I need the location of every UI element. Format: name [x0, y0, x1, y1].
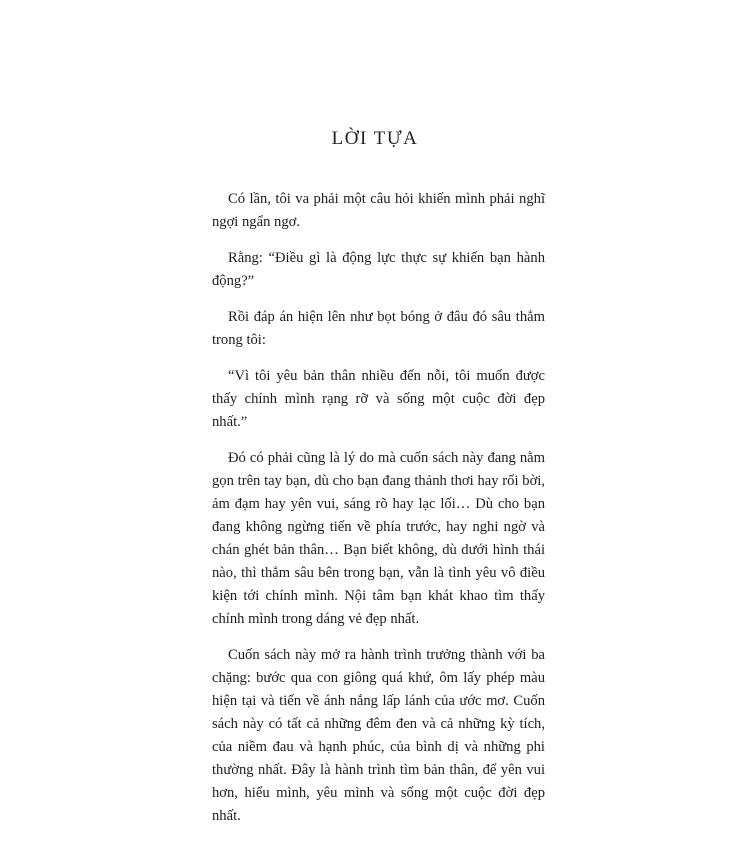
- paragraph-2: Rằng: “Điều gì là động lực thực sự khiến bạn hành động?”: [212, 250, 545, 289]
- paragraph-6: Cuốn sách này mở ra hành trình trưởng thành với ba chặng: bước qua con giông quá khứ, ôm lấy phép màu hiện tại và tiến về ánh nắng lấp lánh của ước mơ. Cuốn sách này có tất cả những đêm đen và cả những kỳ tích, của niềm đau và hạnh phúc, của bình dị và những phi thường nhất. Đây là hành trình tìm bản thân, để yên vui hơn, hiểu mình, yêu mình và sống một cuộc đời đẹp nhất.: [212, 647, 545, 824]
- preface-body: [212, 188, 545, 841]
- page-title: LỜI TỰA: [331, 128, 419, 149]
- paragraph-1: Có lần, tôi va phải một câu hỏi khiến mình phải nghĩ ngợi ngẩn ngơ.: [212, 191, 545, 230]
- paragraph-3: Rồi đáp án hiện lên như bọt bóng ở đâu đó sâu thẳm trong tôi:: [212, 309, 545, 348]
- paragraph-5: Đó có phải cũng là lý do mà cuốn sách này đang nằm gọn trên tay bạn, dù cho bạn đang thảnh thơi hay rối bời, ảm đạm hay yên vui, sáng rõ hay lạc lối… Dù cho bạn đang không ngừng tiến về phía trước, hay nghi ngờ và chán ghét bản thân… Bạn biết không, dù dưới hình thái nào, thì thẳm sâu bên trong bạn, vẫn là tình yêu vô điều kiện tới chính mình. Nội tâm bạn khát khao tìm thấy chính mình trong dáng vẻ đẹp nhất.: [212, 450, 545, 627]
- paragraph-4: “Vì tôi yêu bản thân nhiều đến nỗi, tôi muốn được thấy chính mình rạng rỡ và sống một cuộc đời đẹp nhất.”: [212, 368, 545, 430]
